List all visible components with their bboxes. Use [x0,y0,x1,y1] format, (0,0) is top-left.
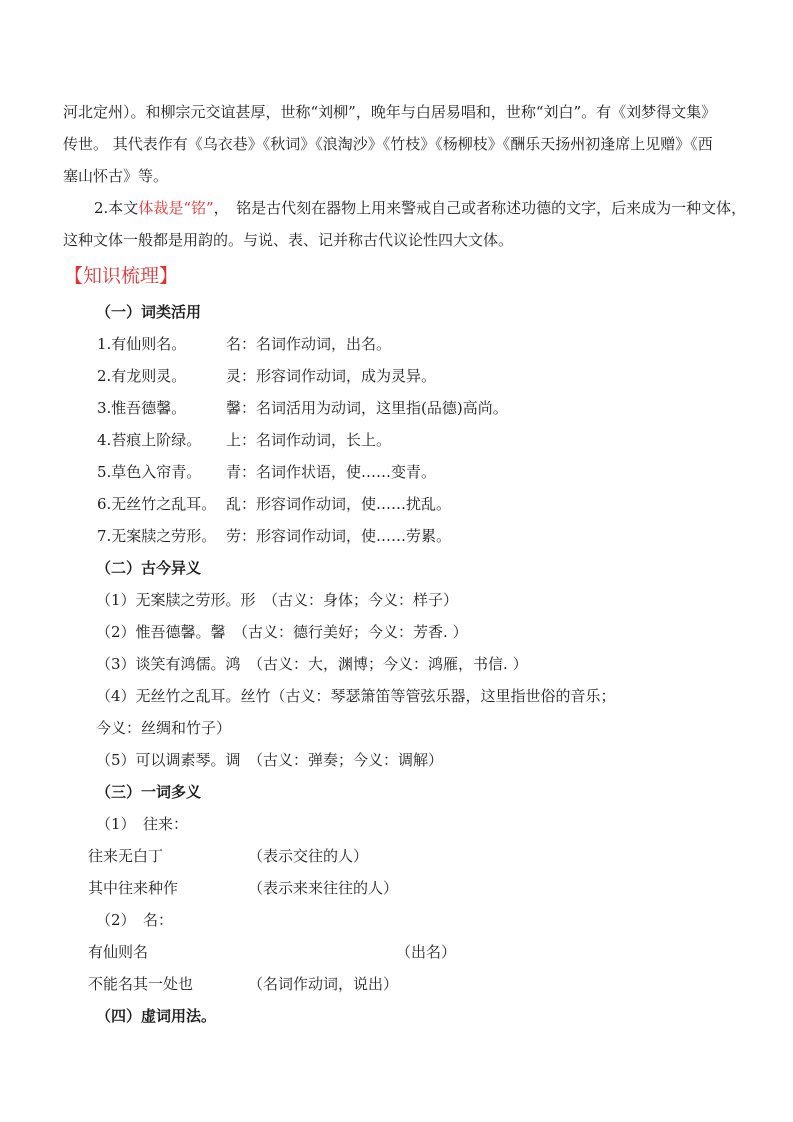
term-text: 1.有仙则名。 [97,335,187,353]
term-text: 3.惟吾德馨。 [97,399,187,417]
term-text: 7.无案牍之劳形。 [97,527,217,545]
gloss-text: 灵：形容词作动词，成为灵异。 [226,367,437,385]
highlighted-red-text: 【知识梳理】 [64,265,179,287]
gloss-text: 上：名词作动词，长上。 [226,431,392,449]
paragraph-line [63,192,747,224]
run-text: （四）虚词用法。 [96,1007,217,1025]
example-row [63,936,737,968]
knowledge-outline-heading [63,256,737,296]
list-item-continuation [63,712,737,744]
gloss-text: （表示交往的人） [248,847,369,865]
gloss-text: 名：名词作动词，出名。 [226,335,392,353]
run-text: ， 铭是古代刻在器物上用来警戒自己或者称述功德的文字，后来成为一种文体， [213,199,747,217]
gloss-row [63,328,737,360]
run-text: （一）词类活用 [96,303,202,321]
list-item [63,648,737,680]
term-text: 有仙则名 [88,943,149,961]
example-row [63,840,737,872]
gloss-row [63,360,737,392]
run-text: （三）一词多义 [96,783,202,801]
gloss-row [63,488,737,520]
run-text: （1）无案牍之劳形。形 （古义：身体；今义：样子） [96,591,459,609]
run-text: 今义：丝绸和竹子） [96,719,232,737]
run-text: 河北定州）。和柳宗元交谊甚厚，世称“刘柳”，晚年与白居易唱和，世称“刘白”。有《刘梦得文集》 [63,103,717,121]
paragraph-line [63,128,737,160]
gloss-row [63,456,737,488]
term-text: 不能名其一处也 [88,975,194,993]
run-text: 塞山怀古》等。 [63,167,169,185]
gloss-text: 乱：形容词作动词，使……扰乱。 [226,495,452,513]
gloss-text: 馨：名词活用为动词，这里指(品德)高尚。 [226,399,508,417]
paragraph-line [63,96,737,128]
term-text: 4.苔痕上阶绿。 [97,431,202,449]
term-text: 5.草色入帘青。 [97,463,202,481]
run-text: （2） 名： [96,911,174,929]
list-item [63,904,737,936]
gloss-text: （名词作动词，说出） [248,975,399,993]
example-row [63,968,737,1000]
run-text: （2）惟吾德馨。馨 （古义：德行美好；今义：芳香. ） [96,623,468,641]
subsection-heading-polysemy [63,776,737,808]
gloss-text: （出名） [396,943,457,961]
highlighted-red-text: 体裁是“铭” [138,199,214,217]
run-text: 2.本文 [94,199,139,217]
run-text: 传世。 其代表作有《乌衣巷》《秋词》《浪淘沙》《竹枝》《杨柳枝》《酬乐天扬州初逢席上见赠》《西 [63,135,713,153]
gloss-row [63,424,737,456]
run-text: （3）谈笑有鸿儒。鸿 （古义：大，渊博；今义：鸿雁，书信. ） [96,655,528,673]
gloss-text: 劳：形容词作动词，使……劳累。 [226,527,452,545]
example-row [63,872,737,904]
gloss-text: （表示来来往往的人） [248,879,399,897]
paragraph-line [63,160,737,192]
paragraph-line [63,224,737,256]
term-text: 2.有龙则灵。 [97,367,187,385]
subsection-heading-word-class [63,296,737,328]
list-item [63,808,737,840]
list-item [63,744,737,776]
subsection-heading-ancient-modern [63,552,737,584]
gloss-row [63,392,737,424]
list-item [63,616,737,648]
term-text: 6.无丝竹之乱耳。 [97,495,217,513]
list-item [63,680,737,712]
term-text: 往来无白丁 [88,847,164,865]
run-text: （4）无丝竹之乱耳。丝竹（古义：琴瑟箫笛等管弦乐器，这里指世俗的音乐； [96,687,616,705]
run-text: （5）可以调素琴。调 （古义：弹奏；今义：调解） [96,751,444,769]
run-text: （1） 往来： [96,815,189,833]
run-text: （二）古今异义 [96,559,202,577]
gloss-row [63,520,737,552]
term-text: 其中往来种作 [88,879,179,897]
gloss-text: 青：名词作状语，使……变青。 [226,463,437,481]
list-item [63,584,737,616]
run-text: 这种文体一般都是用韵的。与说、表、记并称古代议论性四大文体。 [63,231,514,249]
subsection-heading-function-words [63,1000,737,1032]
